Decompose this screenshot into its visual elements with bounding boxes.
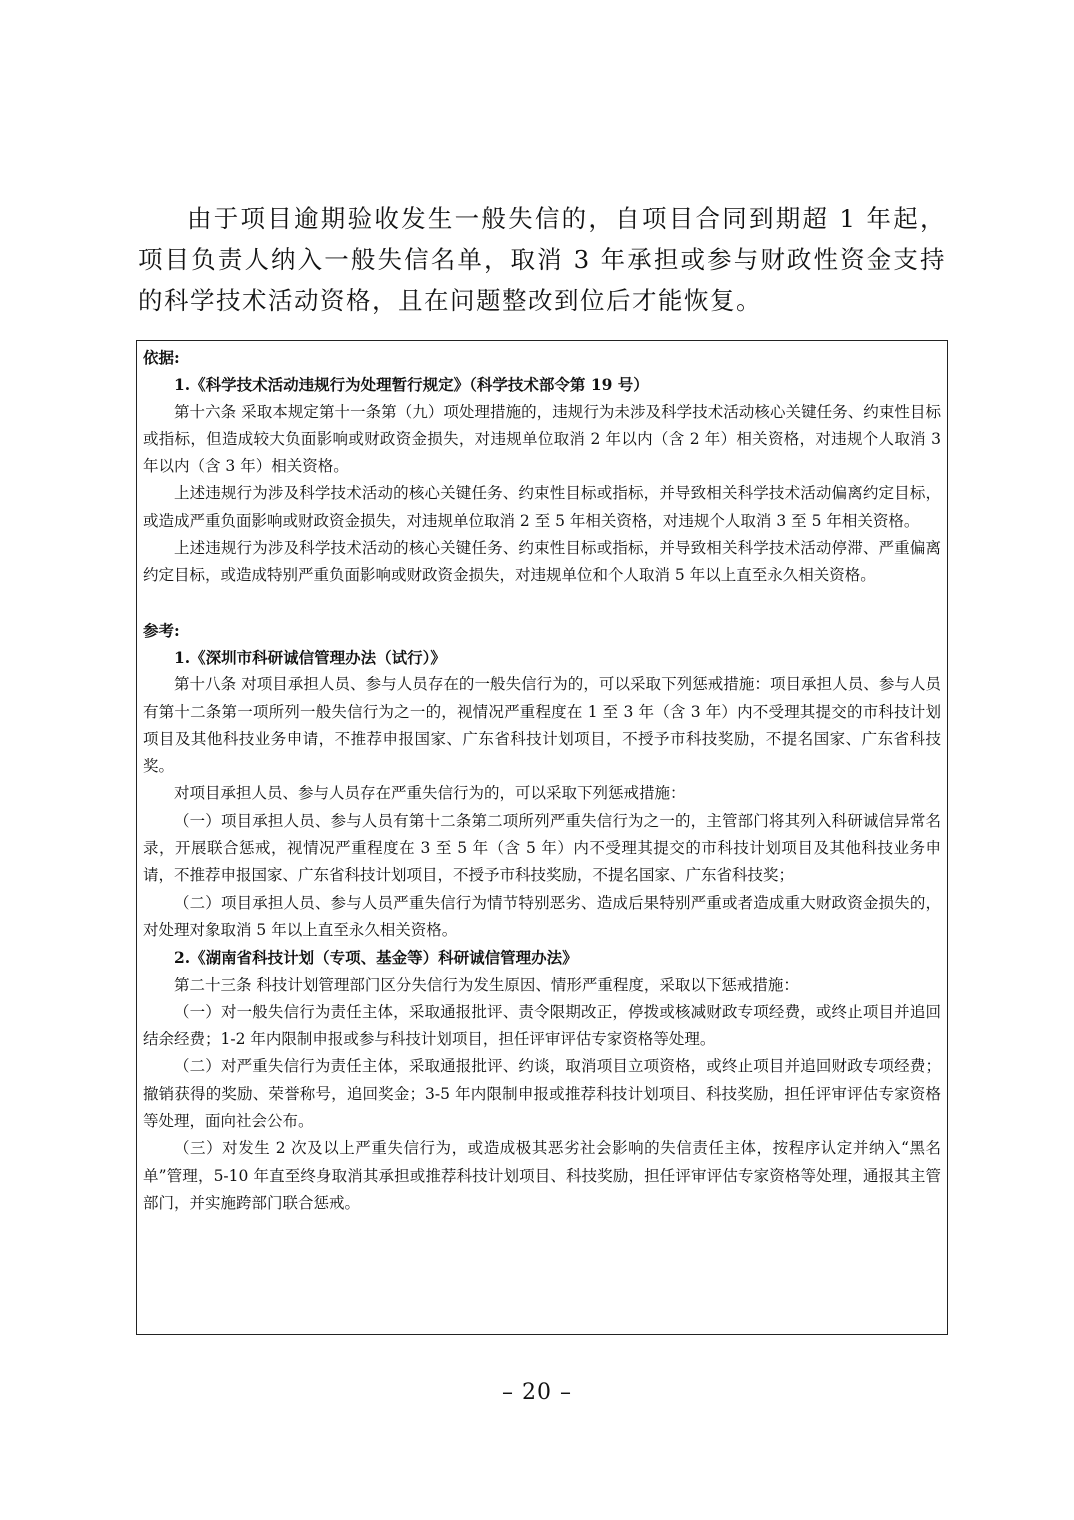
reference-heading: 参考: xyxy=(143,620,180,640)
reference-2-paragraph-2: （一）对一般失信行为责任主体，采取通报批评、责令限期改正，停拨或核减财政专项经费，或终止项目并追回结余经费；1-2 年内限制申报或参与科技计划项目，担任评审评估专家资格等处理。 xyxy=(143,1002,941,1049)
basis-law1-paragraph-3: 上述违规行为涉及科学技术活动的核心关键任务、约束性目标或指标，并导致相关科学技术活动停滞、严重偏离约定目标，或造成特别严重负面影响或财政资金损失，对违规单位和个人取消 5 年以上直至永久相关资格。 xyxy=(143,539,941,585)
page-number: – 20 – xyxy=(502,1380,572,1405)
section-spacer xyxy=(143,590,941,617)
citation-box xyxy=(136,340,948,1335)
basis-law1-paragraph-1: 第十六条 采取本规定第十一条第（九）项处理措施的，违规行为未涉及科学技术活动核心关键任务、约束性目标或指标，但造成较大负面影响或财政资金损失，对违规单位取消 2 年以内（含 2 年）相关资格，对违规个人取消 3 年以内（含 3 年）相关资格。 xyxy=(143,402,941,476)
intro-paragraph: 由于项目逾期验收发生一般失信的，自项目合同到期超 1 年起，项目负责人纳入一般失信名单，取消 3 年承担或参与财政性资金支持的科学技术活动资格，且在问题整改到位后才能恢复。 xyxy=(138,204,946,315)
basis-law1-paragraph-2: 上述违规行为涉及科学技术活动的核心关键任务、约束性目标或指标，并导致相关科学技术活动偏离约定目标，或造成严重负面影响或财政资金损失，对违规单位取消 2 至 5 年相关资格，对违规个人取消 3 至 5 年相关资格。 xyxy=(143,484,941,530)
reference-2-paragraph-3: （二）对严重失信行为责任主体，采取通报批评、约谈，取消项目立项资格，或终止项目并追回财政专项经费；撤销获得的奖励、荣誉称号，追回奖金；3-5 年内限制申报或推荐科技计划项目、科技奖励，担任评审评估专家资格等处理，面向社会公布。 xyxy=(143,1057,941,1131)
reference-2-title: 2.《湖南省科技计划（专项、基金等）科研诚信管理办法》 xyxy=(174,948,578,968)
reference-1-title: 1.《深圳市科研诚信管理办法（试行）》 xyxy=(174,647,446,667)
reference-1-paragraph-4: （二）项目承担人员、参与人员严重失信行为情节特别恶劣、造成后果特别严重或者造成重大财政资金损失的，对处理对象取消 5 年以上直至永久相关资格。 xyxy=(143,893,941,939)
reference-1-paragraph-2: 对项目承担人员、参与人员存在严重失信行为的，可以采取下列惩戒措施： xyxy=(174,784,686,803)
reference-2-paragraph-4: （三）对发生 2 次及以上严重失信行为，或造成极其恶劣社会影响的失信责任主体，按程序认定并纳入“黑名单”管理，5-10 年直至终身取消其承担或推荐科技计划项目、科技奖励，担任评审评估专家资格等处理，通报其主管部门，并实施跨部门联合惩戒。 xyxy=(143,1139,941,1212)
reference-1-paragraph-1: 第十八条 对项目承担人员、参与人员存在的一般失信行为的，可以采取下列惩戒措施：项目承担人员、参与人员有第十二条第一项所列一般失信行为之一的，视情况严重程度在 1 至 3 年（含 3 年）内不受理其提交的市科技计划项目及其他科技业务申请，不推荐申报国家、广东省科技计划项目，不授予市科技奖励，不提名国家、广东省科技奖。 xyxy=(143,675,941,776)
reference-1-paragraph-3: （一）项目承担人员、参与人员有第十二条第二项所列严重失信行为之一的，主管部门将其列入科研诚信异常名录，开展联合惩戒，视情况严重程度在 3 至 5 年（含 5 年）内不受理其提交的市科技计划项目及其他科技业务申请，不推荐申报国家、广东省科技计划项目，不授予市科技奖励，不提名国家、广东省科技奖； xyxy=(143,811,941,885)
basis-heading: 依据: xyxy=(143,348,180,367)
reference-2-paragraph-1: 第二十三条 科技计划管理部门区分失信行为发生原因、情形严重程度，采取以下惩戒措施： xyxy=(174,975,799,994)
basis-law1-title: 1.《科学技术活动违规行为处理暂行规定》（科学技术部令第 19 号） xyxy=(174,375,649,395)
